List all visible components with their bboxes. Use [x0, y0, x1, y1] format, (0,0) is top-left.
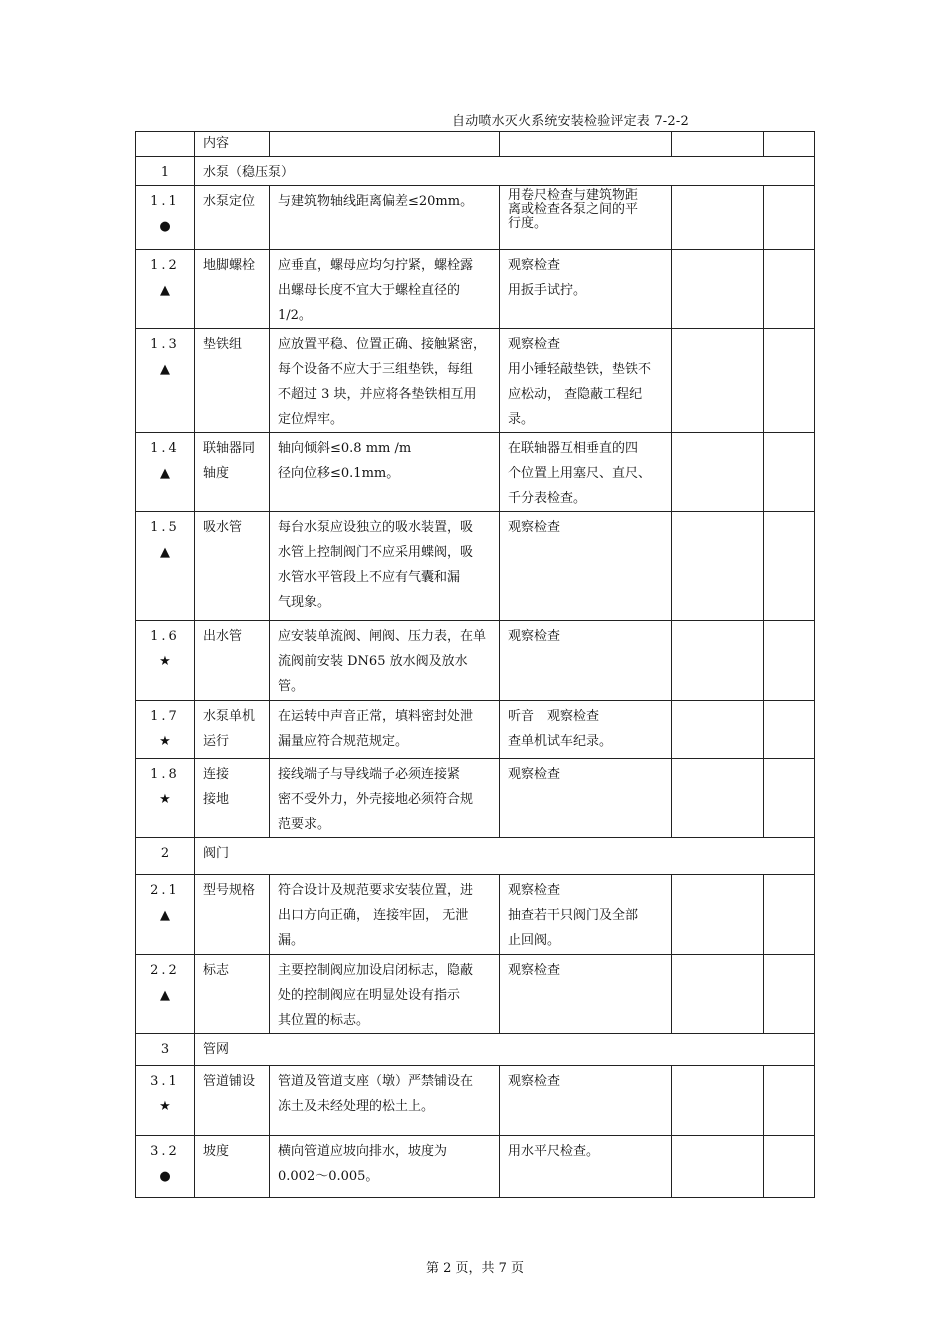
page-title: 自动喷水灭火系统安装检验评定表 7-2-2	[452, 114, 689, 129]
item-number: 2.1	[150, 883, 180, 898]
table-row	[136, 621, 815, 701]
requirement-line: 符合设计及规范要求安装位置，进	[278, 883, 474, 898]
table-row	[136, 759, 815, 838]
item-number: 1.4	[150, 441, 180, 456]
check-line: 在联轴器互相垂直的四	[508, 441, 639, 456]
table-row	[136, 433, 815, 512]
requirement-line: 漏。	[278, 933, 305, 948]
header-cell-blank-2	[764, 132, 815, 157]
item-name-cell	[195, 250, 270, 329]
requirement-cell	[270, 1136, 500, 1198]
check-method-cell	[500, 621, 672, 701]
item-number-cell	[136, 759, 195, 838]
check-line: 用扳手试拧。	[508, 283, 587, 298]
check-line: 用卷尺检查与建筑物距	[508, 188, 639, 203]
blank-cell	[764, 955, 815, 1034]
check-line: 离或检查各泵之间的平	[508, 202, 639, 217]
item-number: 3.2	[150, 1144, 180, 1159]
blank-cell	[764, 186, 815, 250]
item-name: 联轴器同	[203, 441, 256, 456]
requirement-line: 处的控制阀应在明显处设有指示	[278, 988, 461, 1003]
item-number: 1.8	[150, 767, 180, 782]
requirement-line: 冻土及未经处理的松土上。	[278, 1099, 435, 1114]
item-number-cell	[136, 1066, 195, 1136]
check-line: 用水平尺检查。	[508, 1144, 600, 1159]
requirement-cell	[270, 621, 500, 701]
item-name-cell	[195, 701, 270, 759]
requirement-line: 不超过 3 块，并应将各垫铁相互用	[278, 387, 477, 402]
blank-cell	[672, 329, 764, 433]
item-number-cell	[136, 875, 195, 955]
check-line: 用小锤轻敲垫铁，垫铁不	[508, 362, 652, 377]
requirement-line: 定位焊牢。	[278, 412, 344, 427]
item-name: 水泵定位	[203, 194, 256, 209]
triangle-icon: ▲	[160, 908, 170, 923]
item-name-cell	[195, 759, 270, 838]
requirement-cell	[270, 701, 500, 759]
section-title: 水泵（稳压泵）	[195, 157, 815, 186]
requirement-line: 水管上控制阀门不应采用蝶阀，吸	[278, 545, 474, 560]
requirement-line: 应放置平稳、位置正确、接触紧密，	[278, 337, 487, 352]
check-method-cell	[500, 875, 672, 955]
check-method-cell	[500, 250, 672, 329]
check-line: 个位置上用塞尺、直尺、	[508, 466, 652, 481]
triangle-icon: ▲	[160, 988, 170, 1003]
requirement-line: 密不受外力，外壳接地必须符合规	[278, 792, 474, 807]
requirement-line: 轴向倾斜≤0.8 mm /m	[278, 441, 412, 456]
requirement-cell	[270, 875, 500, 955]
item-name-cell	[195, 1136, 270, 1198]
requirement-line: 管。	[278, 679, 305, 694]
requirement-cell	[270, 759, 500, 838]
requirement-line: 在运转中声音正常，填料密封处泄	[278, 709, 474, 724]
item-number: 1.5	[150, 520, 180, 535]
table-row	[136, 701, 815, 759]
requirement-line: 气现象。	[278, 595, 331, 610]
table-row	[136, 329, 815, 433]
item-number: 1.2	[150, 258, 180, 273]
requirement-line: 应垂直，螺母应均匀拧紧，螺栓露	[278, 258, 474, 273]
check-method-cell	[500, 1136, 672, 1198]
requirement-line: 与建筑物轴线距离偏差≤20mm。	[278, 194, 474, 209]
blank-cell	[764, 759, 815, 838]
circle-icon: ●	[159, 1169, 171, 1184]
triangle-icon: ▲	[160, 283, 170, 298]
item-name: 连接	[203, 767, 230, 782]
check-method-cell	[500, 955, 672, 1034]
item-name-cell	[195, 186, 270, 250]
check-line: 录。	[508, 412, 535, 427]
check-method-cell	[500, 433, 672, 512]
item-name: 垫铁组	[203, 337, 243, 352]
requirement-line: 0.002～0.005。	[278, 1169, 379, 1184]
blank-cell	[672, 759, 764, 838]
blank-cell	[672, 433, 764, 512]
blank-cell	[764, 512, 815, 621]
item-number: 1.6	[150, 629, 180, 644]
table-row	[136, 186, 815, 250]
item-name-cell	[195, 433, 270, 512]
requirement-line: 其位置的标志。	[278, 1013, 370, 1028]
requirement-line: 1/2。	[278, 308, 312, 323]
table-row	[136, 1136, 815, 1198]
blank-cell	[764, 701, 815, 759]
section-number: 3	[136, 1034, 195, 1066]
star-icon: ★	[159, 654, 171, 669]
check-line: 观察检查	[508, 629, 561, 644]
table-row	[136, 512, 815, 621]
blank-cell	[764, 433, 815, 512]
item-name: 水泵单机	[203, 709, 256, 724]
check-line: 观察检查	[508, 337, 561, 352]
item-number: 3.1	[150, 1074, 180, 1089]
circle-icon: ●	[159, 219, 171, 234]
item-name-cell	[195, 875, 270, 955]
section-number: 1	[136, 157, 195, 186]
blank-cell	[672, 250, 764, 329]
item-number-cell	[136, 250, 195, 329]
check-method-cell	[500, 329, 672, 433]
star-icon: ★	[159, 1099, 171, 1114]
item-name: 坡度	[203, 1144, 230, 1159]
requirement-line: 流阀前安装 DN65 放水阀及放水	[278, 654, 468, 669]
check-method-cell	[500, 1066, 672, 1136]
triangle-icon: ▲	[160, 362, 170, 377]
table-row	[136, 955, 815, 1034]
star-icon: ★	[159, 792, 171, 807]
check-line: 观察检查	[508, 520, 561, 535]
check-line: 观察检查	[508, 258, 561, 273]
item-name: 标志	[203, 963, 230, 978]
requirement-line: 应安装单流阀、闸阀、压力表，在单	[278, 629, 487, 644]
table-row	[136, 250, 815, 329]
item-name: 管道铺设	[203, 1074, 256, 1089]
header-row	[136, 132, 815, 157]
blank-cell	[672, 1066, 764, 1136]
blank-cell	[764, 1136, 815, 1198]
requirement-line: 横向管道应坡向排水，坡度为	[278, 1144, 448, 1159]
check-line: 查单机试车纪录。	[508, 734, 613, 749]
item-name-cell	[195, 329, 270, 433]
check-line: 听音 观察检查	[508, 709, 600, 724]
check-line: 观察检查	[508, 767, 561, 782]
item-number: 1.1	[150, 194, 180, 209]
requirement-line: 每台水泵应设独立的吸水装置，吸	[278, 520, 474, 535]
check-line: 观察检查	[508, 883, 561, 898]
requirement-line: 漏量应符合规范规定。	[278, 734, 409, 749]
requirement-line: 范要求。	[278, 817, 331, 832]
requirement-line: 管道及管道支座（墩）严禁铺设在	[278, 1074, 474, 1089]
item-number-cell	[136, 701, 195, 759]
triangle-icon: ▲	[160, 545, 170, 560]
blank-cell	[672, 512, 764, 621]
requirement-line: 主要控制阀应加设启闭标志，隐蔽	[278, 963, 474, 978]
page-footer: 第 2 页，共 7 页	[425, 1261, 525, 1276]
item-number-cell	[136, 433, 195, 512]
triangle-icon: ▲	[160, 466, 170, 481]
item-name-cell	[195, 955, 270, 1034]
requirement-line: 径向位移≤0.1mm。	[278, 466, 400, 481]
check-method-cell	[500, 701, 672, 759]
item-number-cell	[136, 1136, 195, 1198]
item-number-cell	[136, 512, 195, 621]
item-name: 吸水管	[203, 520, 243, 535]
item-name: 出水管	[203, 629, 243, 644]
check-line: 止回阀。	[508, 933, 561, 948]
requirement-line: 水管水平管段上不应有气囊和漏	[278, 570, 461, 585]
table-row	[136, 1066, 815, 1136]
item-name-cell	[195, 1066, 270, 1136]
blank-cell	[672, 875, 764, 955]
requirement-cell	[270, 955, 500, 1034]
blank-cell	[764, 621, 815, 701]
blank-cell	[764, 1066, 815, 1136]
item-number-cell	[136, 955, 195, 1034]
check-method-cell	[500, 512, 672, 621]
item-number-cell	[136, 621, 195, 701]
item-name: 型号规格	[203, 883, 256, 898]
header-cell-content: 内容	[195, 132, 270, 157]
item-number-cell	[136, 329, 195, 433]
item-number: 1.3	[150, 337, 180, 352]
requirement-cell	[270, 1066, 500, 1136]
check-line: 千分表检查。	[508, 491, 587, 506]
check-line: 抽查若干只阀门及全部	[508, 908, 639, 923]
header-cell-check	[500, 132, 672, 157]
header-cell-blank-1	[672, 132, 764, 157]
item-number: 1.7	[150, 709, 180, 724]
blank-cell	[672, 621, 764, 701]
section-row	[136, 157, 815, 186]
item-name: 接地	[203, 792, 230, 807]
item-name: 运行	[203, 734, 230, 749]
item-number-cell	[136, 186, 195, 250]
blank-cell	[672, 955, 764, 1034]
section-title: 管网	[195, 1034, 815, 1066]
check-line: 行度。	[508, 216, 548, 231]
check-line: 观察检查	[508, 963, 561, 978]
section-row	[136, 838, 815, 875]
star-icon: ★	[159, 734, 171, 749]
section-title: 阀门	[195, 838, 815, 875]
section-number: 2	[136, 838, 195, 875]
header-cell-requirement	[270, 132, 500, 157]
header-cell-number	[136, 132, 195, 157]
requirement-line: 接线端子与导线端子必须连接紧	[278, 767, 461, 782]
item-number: 2.2	[150, 963, 180, 978]
check-line: 应松动， 查隐蔽工程纪	[508, 387, 643, 402]
blank-cell	[764, 875, 815, 955]
section-row	[136, 1034, 815, 1066]
blank-cell	[672, 701, 764, 759]
item-name: 轴度	[203, 466, 230, 481]
requirement-line: 出口方向正确， 连接牢固， 无泄	[278, 908, 469, 923]
blank-cell	[764, 250, 815, 329]
requirement-cell	[270, 329, 500, 433]
blank-cell	[672, 186, 764, 250]
requirement-cell	[270, 250, 500, 329]
requirement-cell	[270, 512, 500, 621]
requirement-line: 每个设备不应大于三组垫铁，每组	[278, 362, 474, 377]
table-row	[136, 875, 815, 955]
blank-cell	[764, 329, 815, 433]
item-name: 地脚螺栓	[203, 258, 256, 273]
check-line: 观察检查	[508, 1074, 561, 1089]
blank-cell	[672, 1136, 764, 1198]
requirement-line: 出螺母长度不宜大于螺栓直径的	[278, 283, 461, 298]
check-method-cell	[500, 759, 672, 838]
item-name-cell	[195, 621, 270, 701]
requirement-cell	[270, 186, 500, 250]
requirement-cell	[270, 433, 500, 512]
check-method-cell	[500, 186, 672, 250]
item-name-cell	[195, 512, 270, 621]
inspection-table	[135, 131, 815, 1198]
